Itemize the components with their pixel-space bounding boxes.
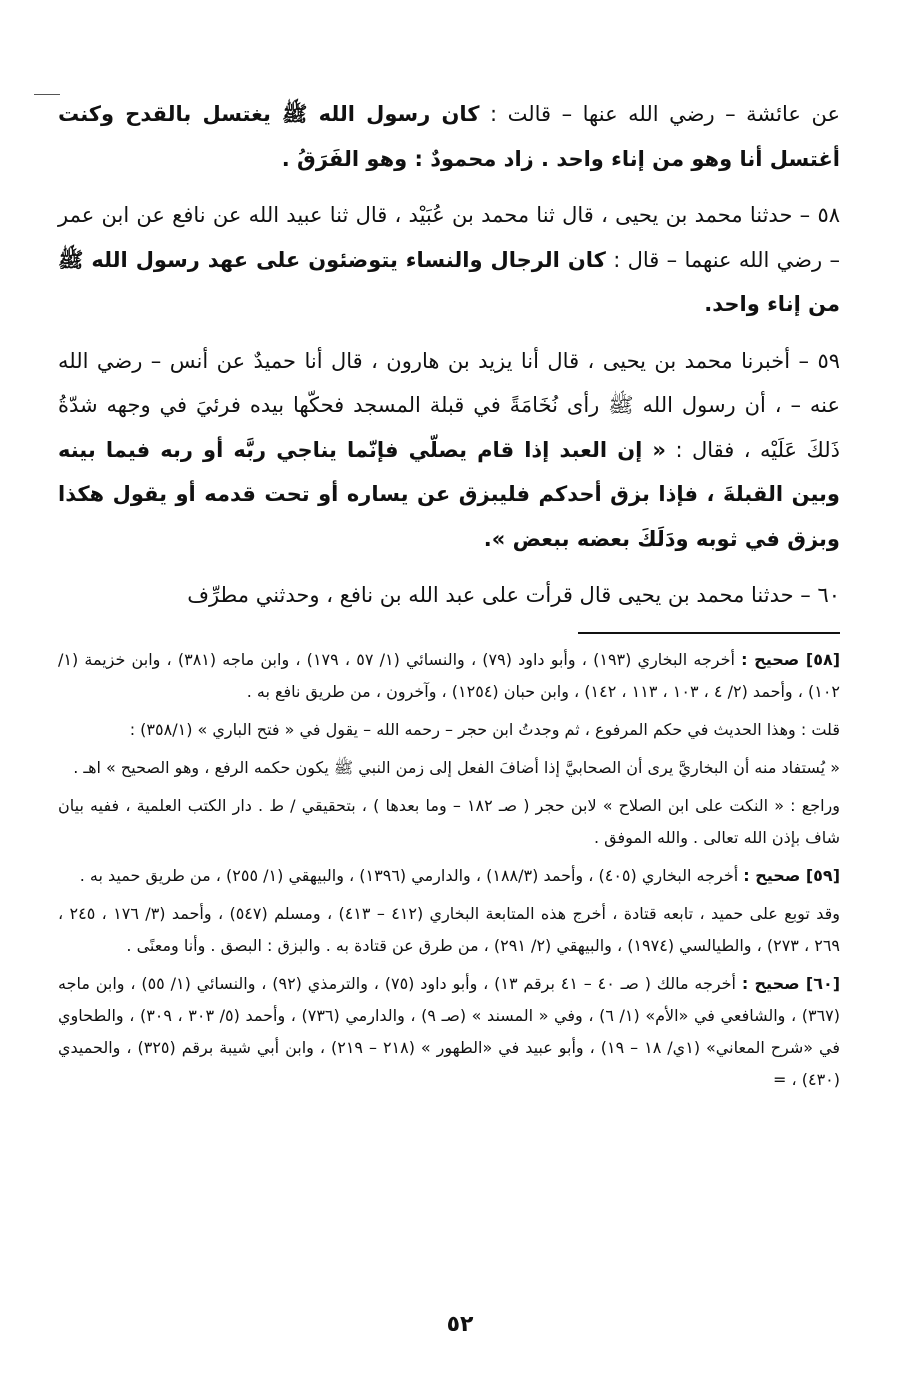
paragraph-lead: ٥٨ – حدثنا محمد بن يحيى ، قال ثنا محمد بن عُبَيْد ، قال ثنا عبيد الله عن نافع عن ابن عمر – رضي الله عنهما – قال :: [58, 203, 840, 272]
page-body: [58, 92, 840, 1102]
hadith-paragraph: [58, 92, 840, 181]
footnote-text: وقد توبع على حميد ، تابعه قتادة ، أخرج هذه المتابعة البخاري (٤١٢ – ٤١٣) ، ومسلم (٥٤٧) ، وأحمد (٣/ ١٧٦ ، ٢٤٥ ، ٢٦٩ ، ٢٧٣) ، والطيالسي (١٩٧٤) ، والبيهقي (٢/ ٢٩١) ، من طرق عن قتادة به . والبزق : البصق . وأنا ومعنًى .: [58, 903, 841, 955]
hadith-paragraph: [58, 193, 840, 327]
footnote-text: قلت : وهذا الحديث في حكم المرفوع ، ثم وجدتُ ابن حجر – رحمه الله – يقول في « فتح الباري » (٣٥٨/١) :: [129, 719, 840, 739]
paragraph-lead: ٥٩ – أخبرنا محمد بن يحيى ، قال أنا يزيد بن هارون ، قال أنا حميدٌ عن أنس – رضي الله عنه – ، أن رسول الله ﷺ رأى نُخَامَةً في قبلة المسجد فحكّها بيده فرئيَ في وجهه شدّةُ ذَلكَ عَلَيْه ، فقال :: [58, 348, 840, 462]
footnote-divider: [578, 632, 840, 634]
footnote-text: وراجع : « النكت على ابن الصلاح » لابن حجر ( صـ ١٨٢ – وما بعدها ) ، بتحقيقي / ط . دار الكتب العلمية ، ففيه بيان شاف بإذن الله تعالى . والله الموفق .: [58, 795, 840, 847]
footnote-tag: [٥٩] صحيح :: [743, 865, 840, 885]
footnote-tag: [٥٨] صحيح :: [741, 649, 841, 669]
paragraph-matn: « إن العبد إذا قام يصلّي فإنّما يناجي ربَّه أو ربه فيما بينه وبين القبلةَ ، فإذا بزق أحدكم فليبزق عن يساره أو تحت قدمه أو يقول هكذا وبزق في ثوبه ودَلَكَ بعضه ببعض ».: [58, 437, 840, 551]
paragraph-lead: ٦٠ – حدثنا محمد بن يحيى قال قرأت على عبد الله بن نافع ، وحدثني مطرِّف: [187, 583, 840, 607]
margin-mark: [34, 94, 60, 95]
main-text: [58, 92, 840, 618]
hadith-paragraph: [58, 573, 840, 618]
footnote: [58, 898, 840, 962]
paragraph-matn: كان رسول الله ﷺ يغتسل بالقدح وكنت أغتسل أنا وهو من إناء واحد . زاد محمودٌ : وهو الفَرَقُ .: [58, 102, 840, 171]
footnote: [58, 752, 840, 784]
hadith-paragraph: [58, 339, 840, 562]
footnote: [58, 714, 840, 746]
footnote-text: أخرجه البخاري (١٩٣) ، وأبو داود (٧٩) ، والنسائي (١/ ٥٧ ، ١٧٩) ، وابن ماجه (٣٨١) ، وابن خزيمة (١/ ١٠٢) ، وأحمد (٢/ ٤ ، ١٠٣ ، ١١٣ ، ١٤٢) ، وابن حبان (١٢٥٤) ، وآخرون ، من طريق نافع به .: [58, 649, 840, 701]
footnote-text: « يُستفاد منه أن البخاريَّ يرى أن الصحابيَّ إذا أضافَ الفعل إلى زمن النبي ﷺ يكون حكمه الرفع ، وهو الصحيح » اهـ .: [73, 757, 840, 777]
footnote: [58, 860, 840, 892]
footnote: [58, 968, 840, 1096]
footnotes: [58, 644, 840, 1096]
footnote-text: أخرجه البخاري (٤٠٥) ، وأحمد (١٨٨/٣) ، والدارمي (١٣٩٦) ، والبيهقي (١/ ٢٥٥) ، من طريق حميد به .: [79, 865, 744, 885]
page-number: ٥٢: [446, 1312, 474, 1337]
footnote: [58, 644, 840, 708]
footnote-text: أخرجه مالك ( صـ ٤٠ – ٤١ برقم ١٣) ، وأبو داود (٧٥) ، والترمذي (٩٢) ، والنسائي (١/ ٥٥) ، وابن ماجه (٣٦٧) ، والشافعي في «الأم» (١/ ٦) ، وفي « المسند » (صـ ٩) ، والدارمي (٧٣٦) ، وأحمد (٥/ ٣٠٣ ، ٣٠٩) ، والطحاوي في «شرح المعاني» (١ي/ ١٨ – ١٩) ، وأبو عبيد في «الطهور » (٢١٨ – ٢١٩) ، وابن أبي شيبة برقم (٣٢٥) ، والحميدي (٤٣٠) ، =: [58, 973, 841, 1089]
footnote-tag: [٦٠] صحيح :: [741, 973, 841, 993]
paragraph-matn: كان الرجال والنساء يتوضئون على عهد رسول الله ﷺ من إناء واحد.: [58, 247, 840, 316]
paragraph-lead: عن عائشة – رضي الله عنها – قالت :: [479, 102, 840, 126]
footnote: [58, 790, 840, 854]
